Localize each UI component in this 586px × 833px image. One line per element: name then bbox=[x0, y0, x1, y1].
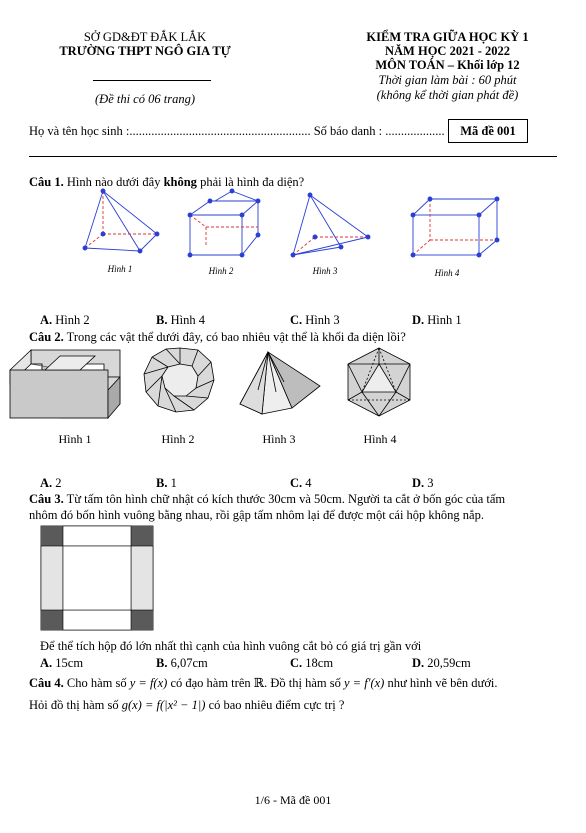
section-divider bbox=[29, 156, 557, 157]
id-dots: ................... bbox=[385, 124, 445, 138]
q3-sheet-figure bbox=[40, 525, 155, 633]
q3-stem-line2: nhôm đó bốn hình vuông bằng nhau, rồi gập tấm nhôm lại để được một cái hộp không nắp. bbox=[29, 508, 484, 522]
q1-text-b: phải là hình đa diện? bbox=[200, 175, 305, 189]
q1-caption-3: Hình 3 bbox=[312, 266, 338, 276]
q4-number: Câu 4. bbox=[29, 676, 64, 690]
q1-text-a: Hình nào dưới đây bbox=[66, 175, 161, 189]
q1-caption-1: Hình 1 bbox=[107, 264, 133, 274]
q4-formula-3: g(x) = f(|x² − 1|) bbox=[121, 698, 206, 712]
q3-option-d[interactable]: D. 20,59cm bbox=[412, 656, 471, 670]
q4-formula-1: y = f(x) bbox=[129, 676, 168, 690]
q2-figure-4 bbox=[348, 348, 410, 416]
q1-caption-4: Hình 4 bbox=[434, 268, 460, 278]
exam-code-box: Mã đề 001 bbox=[448, 119, 528, 143]
q1-caption-2: Hình 2 bbox=[208, 266, 234, 276]
q3-option-b[interactable]: B. 6,07cm bbox=[156, 656, 208, 670]
subject: MÔN TOÁN – Khối lớp 12 bbox=[375, 58, 520, 72]
q2-figure-2 bbox=[144, 348, 214, 412]
q4-formula-2: y = f′(x) bbox=[344, 676, 385, 690]
name-dots: .......................................................... bbox=[129, 124, 311, 138]
q2-caption-4: Hình 4 bbox=[363, 432, 397, 446]
q1-number: Câu 1. bbox=[29, 175, 64, 189]
q2-option-a[interactable]: A. 2 bbox=[40, 476, 62, 490]
duration: Thời gian làm bài : 60 phút bbox=[378, 73, 517, 87]
exam-title: KIỂM TRA GIỮA HỌC KỲ 1 bbox=[366, 30, 529, 44]
q2-figure-1 bbox=[10, 350, 120, 418]
department: SỞ GD&ĐT ĐẮK LẮK bbox=[83, 30, 207, 44]
q1-option-b[interactable]: B. Hình 4 bbox=[156, 313, 205, 327]
corner-square-tl bbox=[41, 526, 63, 546]
q1-option-c[interactable]: C. Hình 3 bbox=[290, 313, 340, 327]
q2-figure-3 bbox=[240, 352, 320, 414]
q2-number: Câu 2. bbox=[29, 330, 64, 344]
name-label: Họ và tên học sinh : bbox=[29, 124, 130, 138]
q1-figure-2 bbox=[188, 189, 260, 257]
corner-square-bl bbox=[41, 610, 63, 630]
q3-ask: Để thể tích hộp đó lớn nhất thì cạnh của hình vuông cắt bỏ có giá trị gần với bbox=[40, 639, 422, 653]
corner-square-tr bbox=[131, 526, 153, 546]
school-year: NĂM HỌC 2021 - 2022 bbox=[385, 44, 510, 58]
q2-option-d[interactable]: D. 3 bbox=[412, 476, 434, 490]
q1-option-d[interactable]: D. Hình 1 bbox=[412, 313, 462, 327]
q1-option-a[interactable]: A. Hình 2 bbox=[40, 313, 90, 327]
page-footer: 1/6 - Mã đề 001 bbox=[254, 793, 332, 807]
pages-note: (Đề thi có 06 trang) bbox=[95, 92, 195, 106]
q1-figures bbox=[0, 185, 586, 285]
id-label: Số báo danh : bbox=[313, 124, 383, 138]
q2-figures bbox=[0, 342, 586, 422]
q2-caption-3: Hình 3 bbox=[262, 432, 296, 446]
q4-stem-line1: Câu 4. Cho hàm số y = f(x) có đạo hàm trên ℝ. Đồ thị hàm số y = f′(x) như hình vẽ bên dưới. bbox=[29, 676, 498, 690]
school-name: TRƯỜNG THPT NGÔ GIA TỰ bbox=[59, 44, 231, 58]
q3-option-c[interactable]: C. 18cm bbox=[290, 656, 334, 670]
q2-option-c[interactable]: C. 4 bbox=[290, 476, 312, 490]
header-divider bbox=[93, 80, 211, 81]
q1-figure-3 bbox=[291, 193, 370, 257]
student-info-line bbox=[29, 124, 445, 139]
q3-text-line1: Từ tấm tôn hình chữ nhật có kích thước 30cm và 50cm. Người ta cắt ở bốn góc của tấm bbox=[66, 492, 506, 506]
q2-option-b[interactable]: B. 1 bbox=[156, 476, 177, 490]
corner-square-br bbox=[131, 610, 153, 630]
q1-figure-4 bbox=[411, 197, 499, 257]
q1-text-bold: không bbox=[163, 175, 197, 189]
q2-caption-2: Hình 2 bbox=[161, 432, 195, 446]
q1-figure-1 bbox=[83, 189, 159, 253]
duration-note: (không kể thời gian phát đề) bbox=[376, 88, 519, 102]
q4-stem-line2: Hỏi đồ thị hàm số g(x) = f(|x² − 1|) có bao nhiêu điểm cực trị ? bbox=[29, 698, 345, 712]
q3-stem-line1 bbox=[29, 492, 557, 507]
q2-caption-1: Hình 1 bbox=[58, 432, 92, 446]
q2-text: Trong các vật thể dưới đây, có bao nhiêu vật thể là khối đa diện lồi? bbox=[66, 330, 406, 344]
q3-number: Câu 3. bbox=[29, 492, 64, 506]
q3-option-a[interactable]: A. 15cm bbox=[40, 656, 84, 670]
